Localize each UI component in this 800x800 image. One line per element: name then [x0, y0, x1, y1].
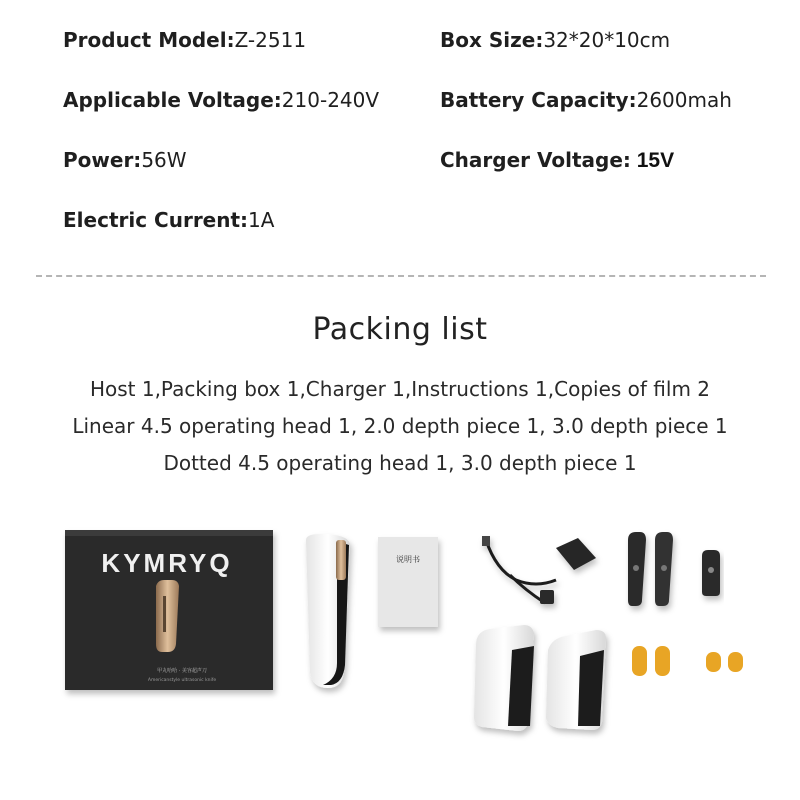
charger: [482, 536, 596, 604]
packing-line-2: Linear 4.5 operating head 1, 2.0 depth piece 1, 3.0 depth piece 1: [72, 414, 728, 438]
packing-contents-photo: [0, 500, 800, 760]
spec-battery-capacity: [440, 88, 732, 112]
spec-power: [63, 148, 187, 172]
depth-piece-pair: [628, 532, 673, 606]
spec-label: Battery Capacity:: [440, 88, 637, 112]
box-device-image: [156, 580, 179, 652]
spec-value: Z-2511: [234, 28, 307, 52]
spec-label: Electric Current:: [63, 208, 249, 232]
spec-value: 15V: [630, 149, 675, 172]
film-pads-small: [706, 652, 743, 672]
spec-label: Charger Voltage:: [440, 148, 631, 172]
film-pads-large: [632, 646, 670, 676]
depth-piece-single: [702, 550, 720, 596]
spec-label: Power:: [63, 148, 142, 172]
linear-operating-head: [474, 625, 534, 731]
packing-list-title: Packing list: [312, 312, 488, 347]
spec-label: Box Size:: [440, 28, 544, 52]
box-subtitle-en: Americanstyle ultrasonic knife: [147, 678, 217, 683]
packing-line-3: Dotted 4.5 operating head 1, 3.0 depth piece 1: [163, 451, 637, 475]
spec-value: 2600mah: [636, 88, 732, 112]
manual-label: 说明书: [396, 555, 420, 564]
spec-label: Product Model:: [63, 28, 235, 52]
host-device: [306, 534, 350, 688]
spec-electric-current: [63, 208, 274, 232]
spec-product-model: [63, 28, 306, 52]
dashed-divider: [36, 275, 766, 277]
dotted-operating-head: [546, 630, 606, 730]
spec-charger-voltage: [440, 148, 674, 173]
packing-line-1: Host 1,Packing box 1,Charger 1,Instructions 1,Copies of film 2: [89, 377, 711, 401]
box-subtitle-cn: 甲丸哈哈 · 美容超声刀: [157, 668, 207, 674]
spec-value: 210-240V: [281, 88, 380, 112]
spec-value: 32*20*10cm: [543, 28, 671, 52]
instruction-manual: [378, 537, 438, 627]
spec-value: 56W: [141, 148, 187, 172]
spec-applicable-voltage: [63, 88, 379, 112]
box-brand-logo: KYMRYQ: [101, 548, 233, 578]
spec-box-size: [440, 28, 670, 52]
spec-label: Applicable Voltage:: [63, 88, 282, 112]
spec-value: 1A: [248, 208, 275, 232]
